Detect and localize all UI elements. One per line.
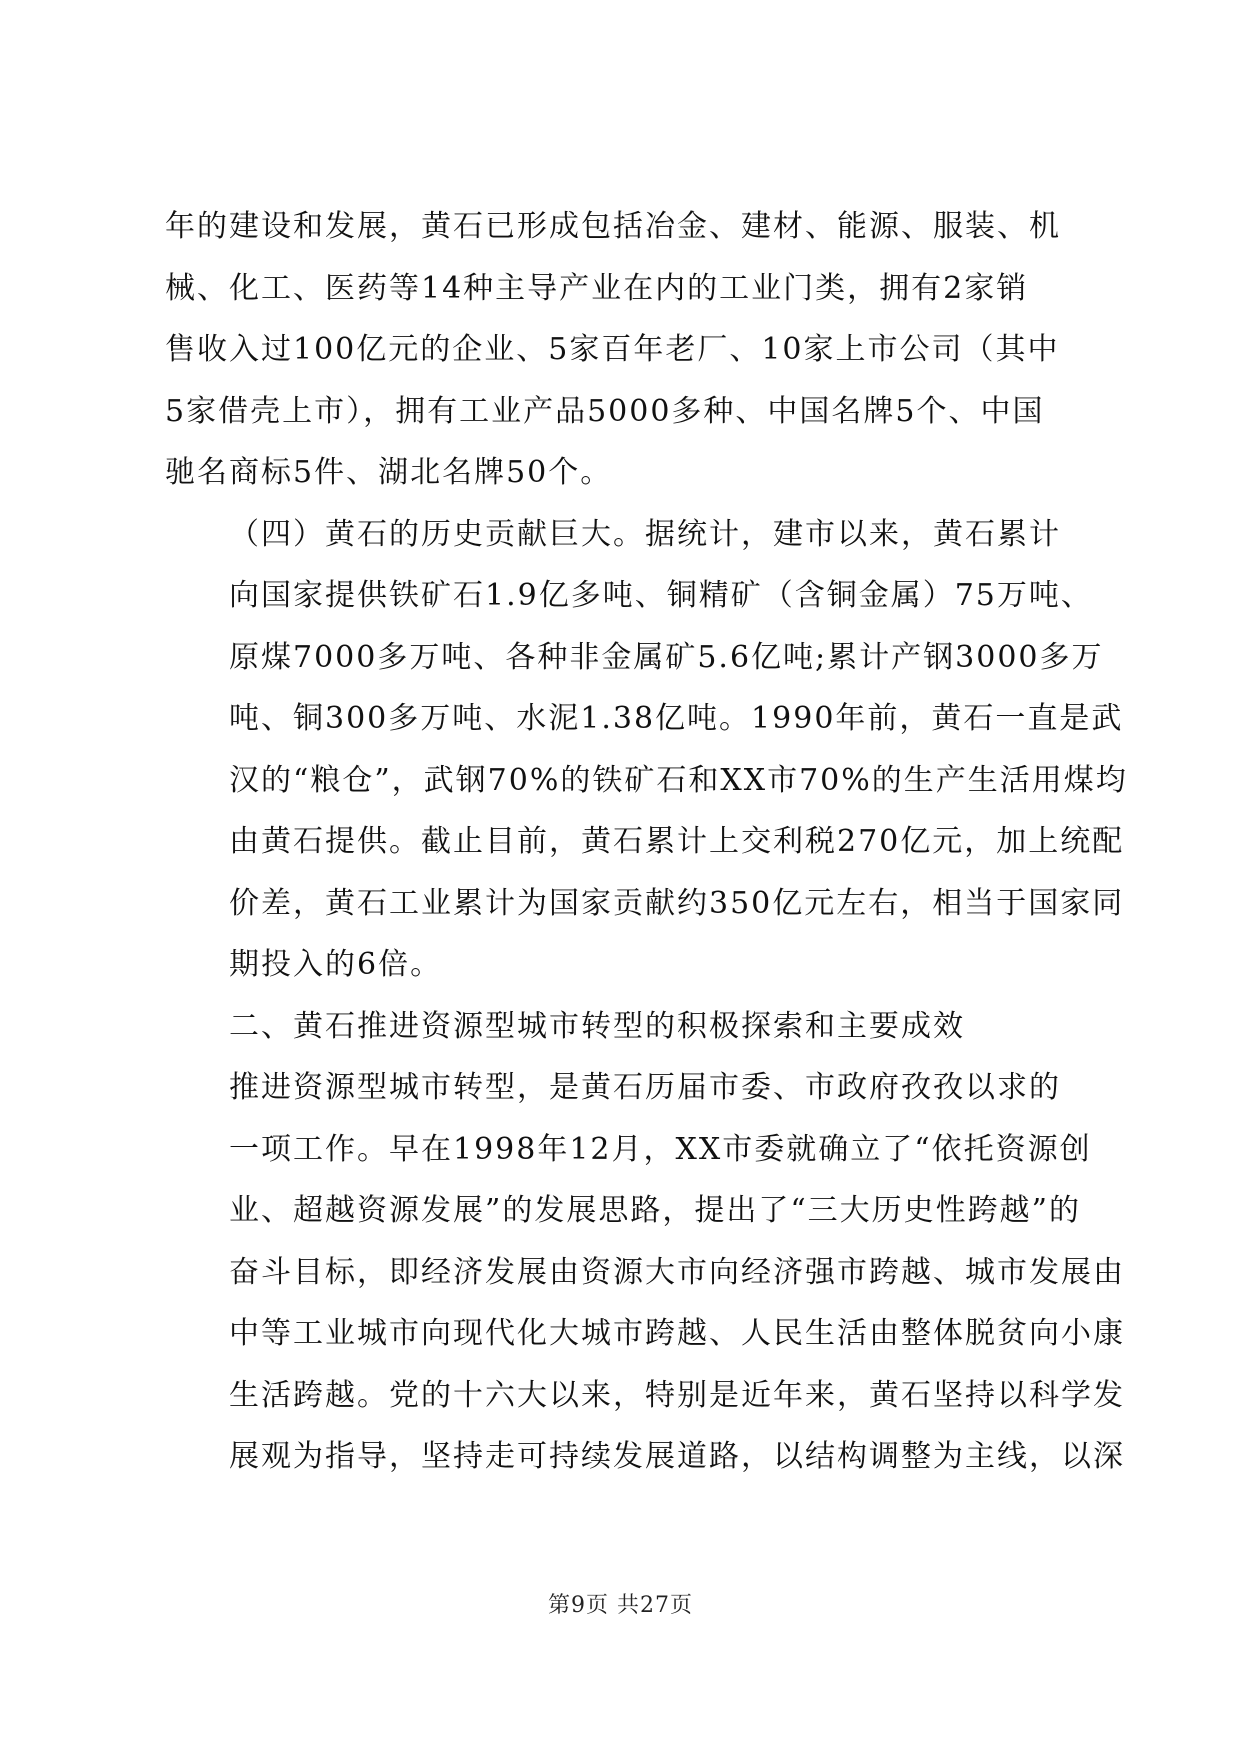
text-line: （四）黄石的历史贡献巨大。据统计，建市以来，黄石累计 (229, 516, 1061, 552)
text-line: 械、化工、医药等14种主导产业在内的工业门类，拥有2家销 (165, 270, 1029, 306)
text-line: 二、黄石推进资源型城市转型的积极探索和主要成效 (229, 1008, 965, 1044)
text-line: 原煤7000多万吨、各种非金属矿5.6亿吨;累计产钢3000多万 (229, 639, 1104, 675)
text-line: 中等工业城市向现代化大城市跨越、人民生活由整体脱贫向小康 (229, 1316, 1125, 1351)
text-line: 吨、铜300多万吨、水泥1.38亿吨。1990年前，黄石一直是武 (229, 701, 1124, 736)
text-line: 推进资源型城市转型，是黄石历届市委、市政府孜孜以求的 (229, 1070, 1061, 1105)
text-line: 业、超越资源发展”的发展思路，提出了“三大历史性跨越”的 (229, 1193, 1082, 1228)
text-line: 展观为指导，坚持走可持续发展道路，以结构调整为主线，以深 (229, 1439, 1125, 1474)
text-line: 驰名商标5件、湖北名牌50个。 (165, 455, 613, 490)
text-line: 期投入的6倍。 (229, 947, 443, 982)
paragraph (165, 504, 1128, 996)
body-text (165, 196, 1128, 1488)
text-line: 生活跨越。党的十六大以来，特别是近年来，黄石坚持以科学发 (229, 1377, 1125, 1413)
paragraph (165, 996, 1085, 1058)
text-line: 向国家提供铁矿石1.9亿多吨、铜精矿（含铜金属）75万吨、 (229, 578, 1093, 613)
page-footer: 第9页 共27页 (548, 1593, 693, 1618)
text-line: 汉的“粮仓”，武钢70%的铁矿石和XX市70%的生产生活用煤均 (229, 762, 1128, 798)
text-line: 5家借壳上市），拥有工业产品5000多种、中国名牌5个、中国 (165, 393, 1045, 429)
text-line: 价差，黄石工业累计为国家贡献约350亿元左右，相当于国家同 (229, 885, 1125, 921)
text-line: 年的建设和发展，黄石已形成包括冶金、建材、能源、服装、机 (165, 209, 1061, 244)
text-line: 奋斗目标，即经济发展由资源大市向经济强市跨越、城市发展由 (229, 1254, 1125, 1290)
text-line: 售收入过100亿元的企业、5家百年老厂、10家上市公司（其中 (165, 332, 1060, 367)
text-line: 一项工作。早在1998年12月，XX市委就确立了“依托资源创 (229, 1131, 1092, 1167)
paragraph (165, 1057, 1125, 1488)
text-line: 由黄石提供。截止目前，黄石累计上交利税270亿元，加上统配 (229, 824, 1125, 859)
paragraph (165, 196, 1085, 504)
